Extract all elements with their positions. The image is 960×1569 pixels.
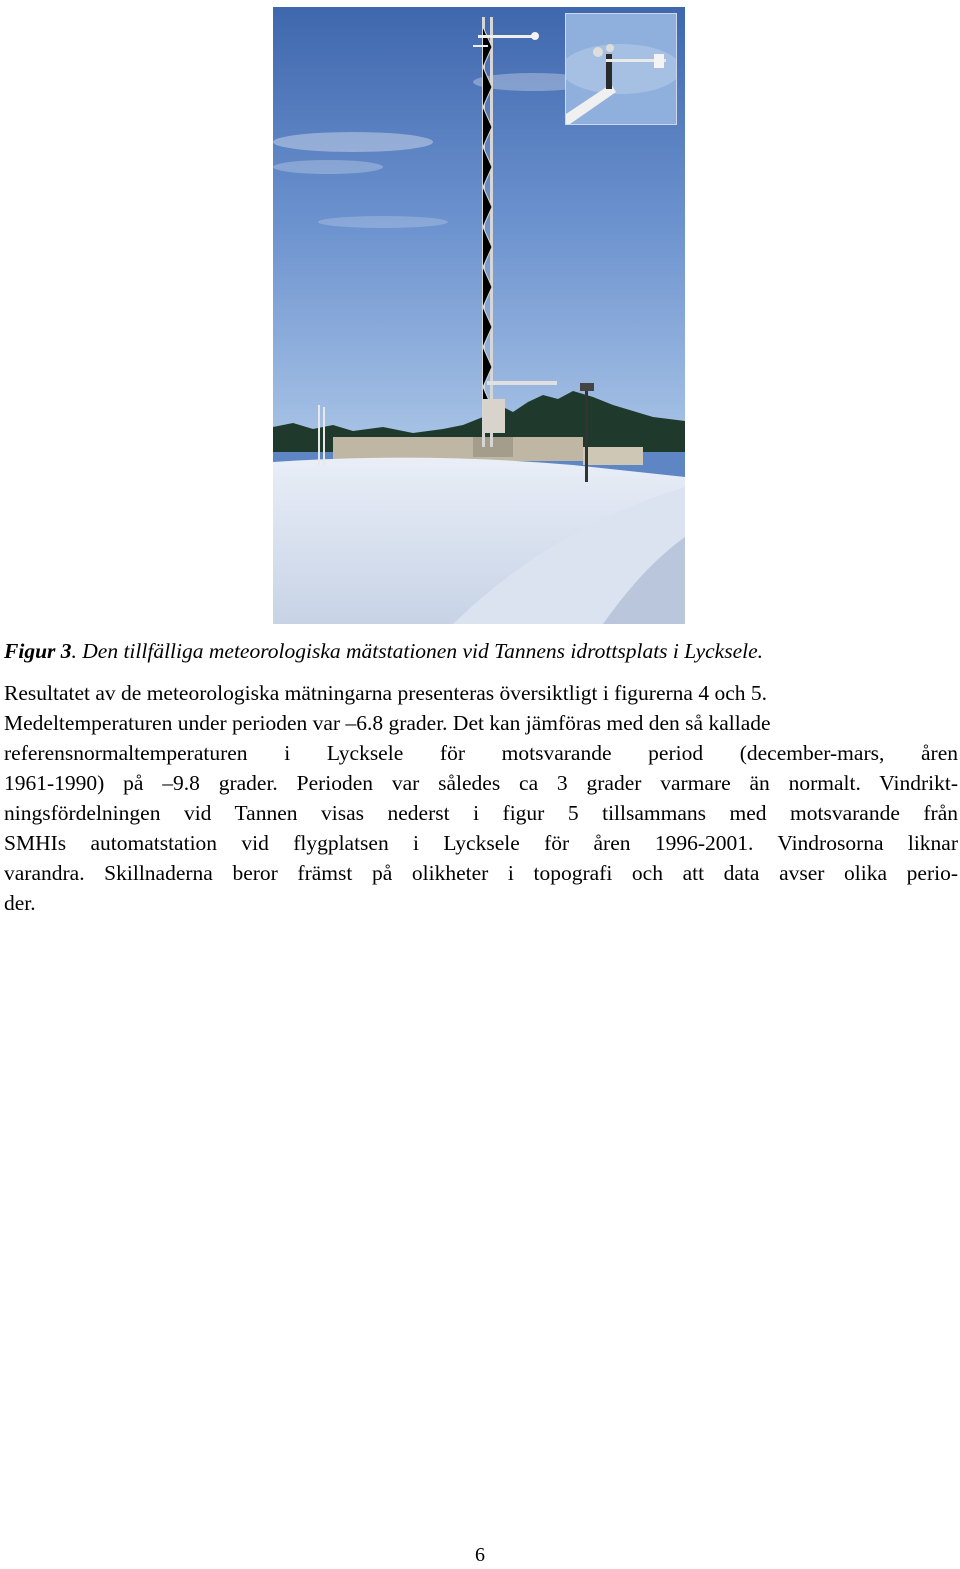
anemometer-inset-photo [565, 13, 677, 125]
body-paragraph [4, 678, 958, 918]
page-number: 6 [475, 1544, 485, 1566]
figure-label: Figur 3 [4, 639, 72, 663]
body-line: SMHIs automatstation vid flygplatsen i Lycksele för åren 1996-2001. Vindrosorna liknar [4, 831, 958, 855]
body-line: referensnormaltemperaturen i Lycksele för motsvarande period (december-mars, åren [4, 741, 958, 765]
body-line: 1961-1990) på –9.8 grader. Perioden var således ca 3 grader varmare än normalt. Vindrikt- [4, 771, 958, 795]
body-line: der. [4, 891, 36, 915]
weather-station-photo [273, 7, 685, 624]
body-line: Resultatet av de meteorologiska mätningarna presenteras översiktligt i figurerna 4 och 5. [4, 681, 768, 705]
body-line: Medeltemperaturen under perioden var –6.8 grader. Det kan jämföras med den så kallade [4, 711, 771, 735]
body-line: ningsfördelningen vid Tannen visas nederst i figur 5 tillsammans med motsvarande från [4, 801, 958, 825]
figure-caption [4, 636, 956, 666]
anemometer-illustration [566, 14, 676, 124]
body-line: varandra. Skillnaderna beror främst på olikheter i topografi och att data avser olika perio- [4, 861, 958, 885]
figure-caption-text: . Den tillfälliga meteorologiska mätstationen vid Tannens idrottsplats i Lycksele. [71, 639, 764, 663]
